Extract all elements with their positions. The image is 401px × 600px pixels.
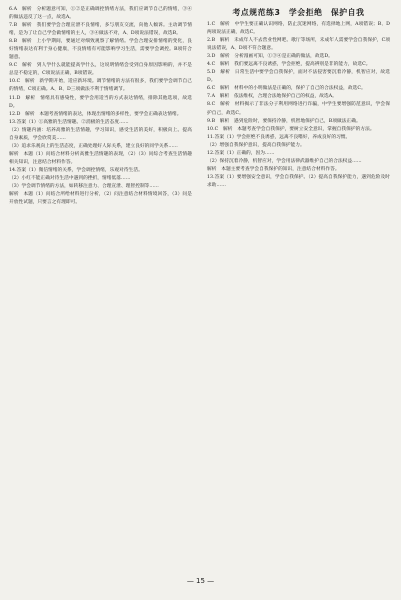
left-paragraph: （2）情趣内涵：培养高雅的生活情趣，学习知识，感受生活的美好，积极向上。提高自身素质，学会欣赏美……	[9, 127, 192, 141]
right-paragraph: 10.C 解析 本题考查学会自我保护，要树立安全意识，掌握自我保护的方法。	[207, 126, 375, 132]
right-paragraph: （2）增强自我保护意识，提高自我保护能力。	[207, 142, 305, 148]
left-paragraph: （3）学会调节情绪的方法，如转移注意力、合理宣泄、理智控制等……	[9, 184, 159, 190]
left-paragraph: 11.D 解析 情绪具有感染性，要学会用适当的方式表达情绪，排除其他选项，故选D。	[9, 95, 192, 109]
right-paragraph: 11.答案（1）学会拒绝不良诱惑，远离不良嗜好，养成良好的习惯。	[207, 134, 351, 140]
left-paragraph: （2）小红不能正确对待生活中遇到的挫折，情绪低落……	[9, 175, 131, 181]
right-column	[207, 6, 390, 190]
left-paragraph: 10.C 解析 新学期开始，适应新环境。调节情绪的方法有很多，我们要学会调节自己的情绪，C项正确。A、B、D三项做法不利于情绪调节。	[9, 79, 192, 93]
right-paragraph: 7.A 解析 依法维权，合理合法地保护自己的权益，故选A。	[207, 94, 337, 100]
left-paragraph: （3）追求乐观向上的生活态度，正确处理好人际关系，建立良好的同学关系……	[9, 143, 178, 149]
right-paragraph: 6.C 解析 材料中的小明做法是正确的，保护了自己的合法权益，故选C。	[207, 86, 366, 92]
right-paragraph: 3.D 解析 分析漫画可知，①③④是正确的做法，故选D。	[207, 54, 333, 60]
left-column	[9, 6, 192, 207]
right-paragraph: 13.答案（1）要增强安全意识，学会自我保护。（2）提高自我保护能力，遇到危险及时求助……	[207, 174, 390, 188]
right-paragraph: 9.B 解析 遇到危险时，要保持冷静，机智地保护自己，B项做法正确。	[207, 118, 361, 124]
right-paragraph: 4.C 解析 我们要远离不良诱惑，学会拒绝，提高辨别是非的能力，故选C。	[207, 62, 371, 68]
right-paragraph: 5.D 解析 日常生活中要学会自我保护，面对不法侵害要沉着冷静，机智应对，故选D。	[207, 70, 390, 84]
right-paragraph: 2.B 解析 未成年人不去营业性网吧、歌厅等场所，未成年人需要学会自我保护，C项说法错误，A、D项不符合题意。	[207, 38, 390, 52]
left-paragraph: 6.A 解析 分析题意可知，①②是正确调控情绪方法，我们应调节自己的情绪，③④的做法违反了这一点，故选A。	[9, 7, 192, 21]
page-number: — 15 —	[186, 577, 215, 585]
left-paragraph: 7.B 解析 我们要学会合理宣泄不良情绪，多与朋友交流，向他人倾诉。主动调节情绪，是为了让自己学会做情绪的主人，③④做法不对，A、D项说法错误，故选B。	[9, 23, 192, 37]
right-paragraph: 8.C 解析 材料揭示了非法分子利用网络进行诈骗，中学生要增强防范意识，学会保护自己，故选C。	[207, 102, 390, 116]
left-paragraph: 解析 本题（1）问结合所给材料进行分析，（2）问注意结合材料情境回答，（3）问是开放性试题，只要言之有理即可。	[9, 192, 192, 206]
right-paragraph: （2）保持沉着冷静，机智应对，学会用法律武器维护自己的合法权益……	[207, 158, 362, 164]
right-paragraph: 12.答案（1）正确的，因为……	[207, 150, 275, 156]
section-title: 考点规范练3 学会拒绝 保护自我	[232, 8, 365, 17]
left-paragraph: 解析 本题（1）问结合材料分析高雅生活情趣的表现，（2）（3）问综合考查生活情趣相关知识，注意结合材料作答。	[9, 151, 192, 165]
left-paragraph: 9.C 解析 到人学什么就能提高学什么，这说明情绪会受到自身原因影响的，并不是总是不稳定的，C项说法正确，B项错误。	[9, 63, 192, 77]
right-paragraph: 1.C 解析 中学生要正确认识网络，防止沉迷网络，有选择地上网，A项错误；B、D两项说法正确，故选C。	[207, 22, 390, 36]
left-paragraph: 8.B 解析 上小学期间，要通过对细致观察了解情绪。学会合理安排情绪的变化，良好情绪表达有利于身心健康，不良情绪有可能影响学习生活，需要学会调控。B项符合题意。	[9, 39, 192, 61]
left-paragraph: 12.D 解析 本题考查情绪的表达，体现出情绪的多样性，要学会正确表达情绪。	[9, 111, 182, 117]
right-paragraph: 解析 本题主要考查学会自我保护的知识，注意结合材料作答。	[207, 166, 340, 172]
left-paragraph: 14.答案（1）微信情绪的关系，学会调控情绪，乐观对待生活。	[9, 167, 143, 173]
left-paragraph: 13.答案（1）①高雅的生活情趣。②消极的生活态度……	[9, 119, 129, 125]
